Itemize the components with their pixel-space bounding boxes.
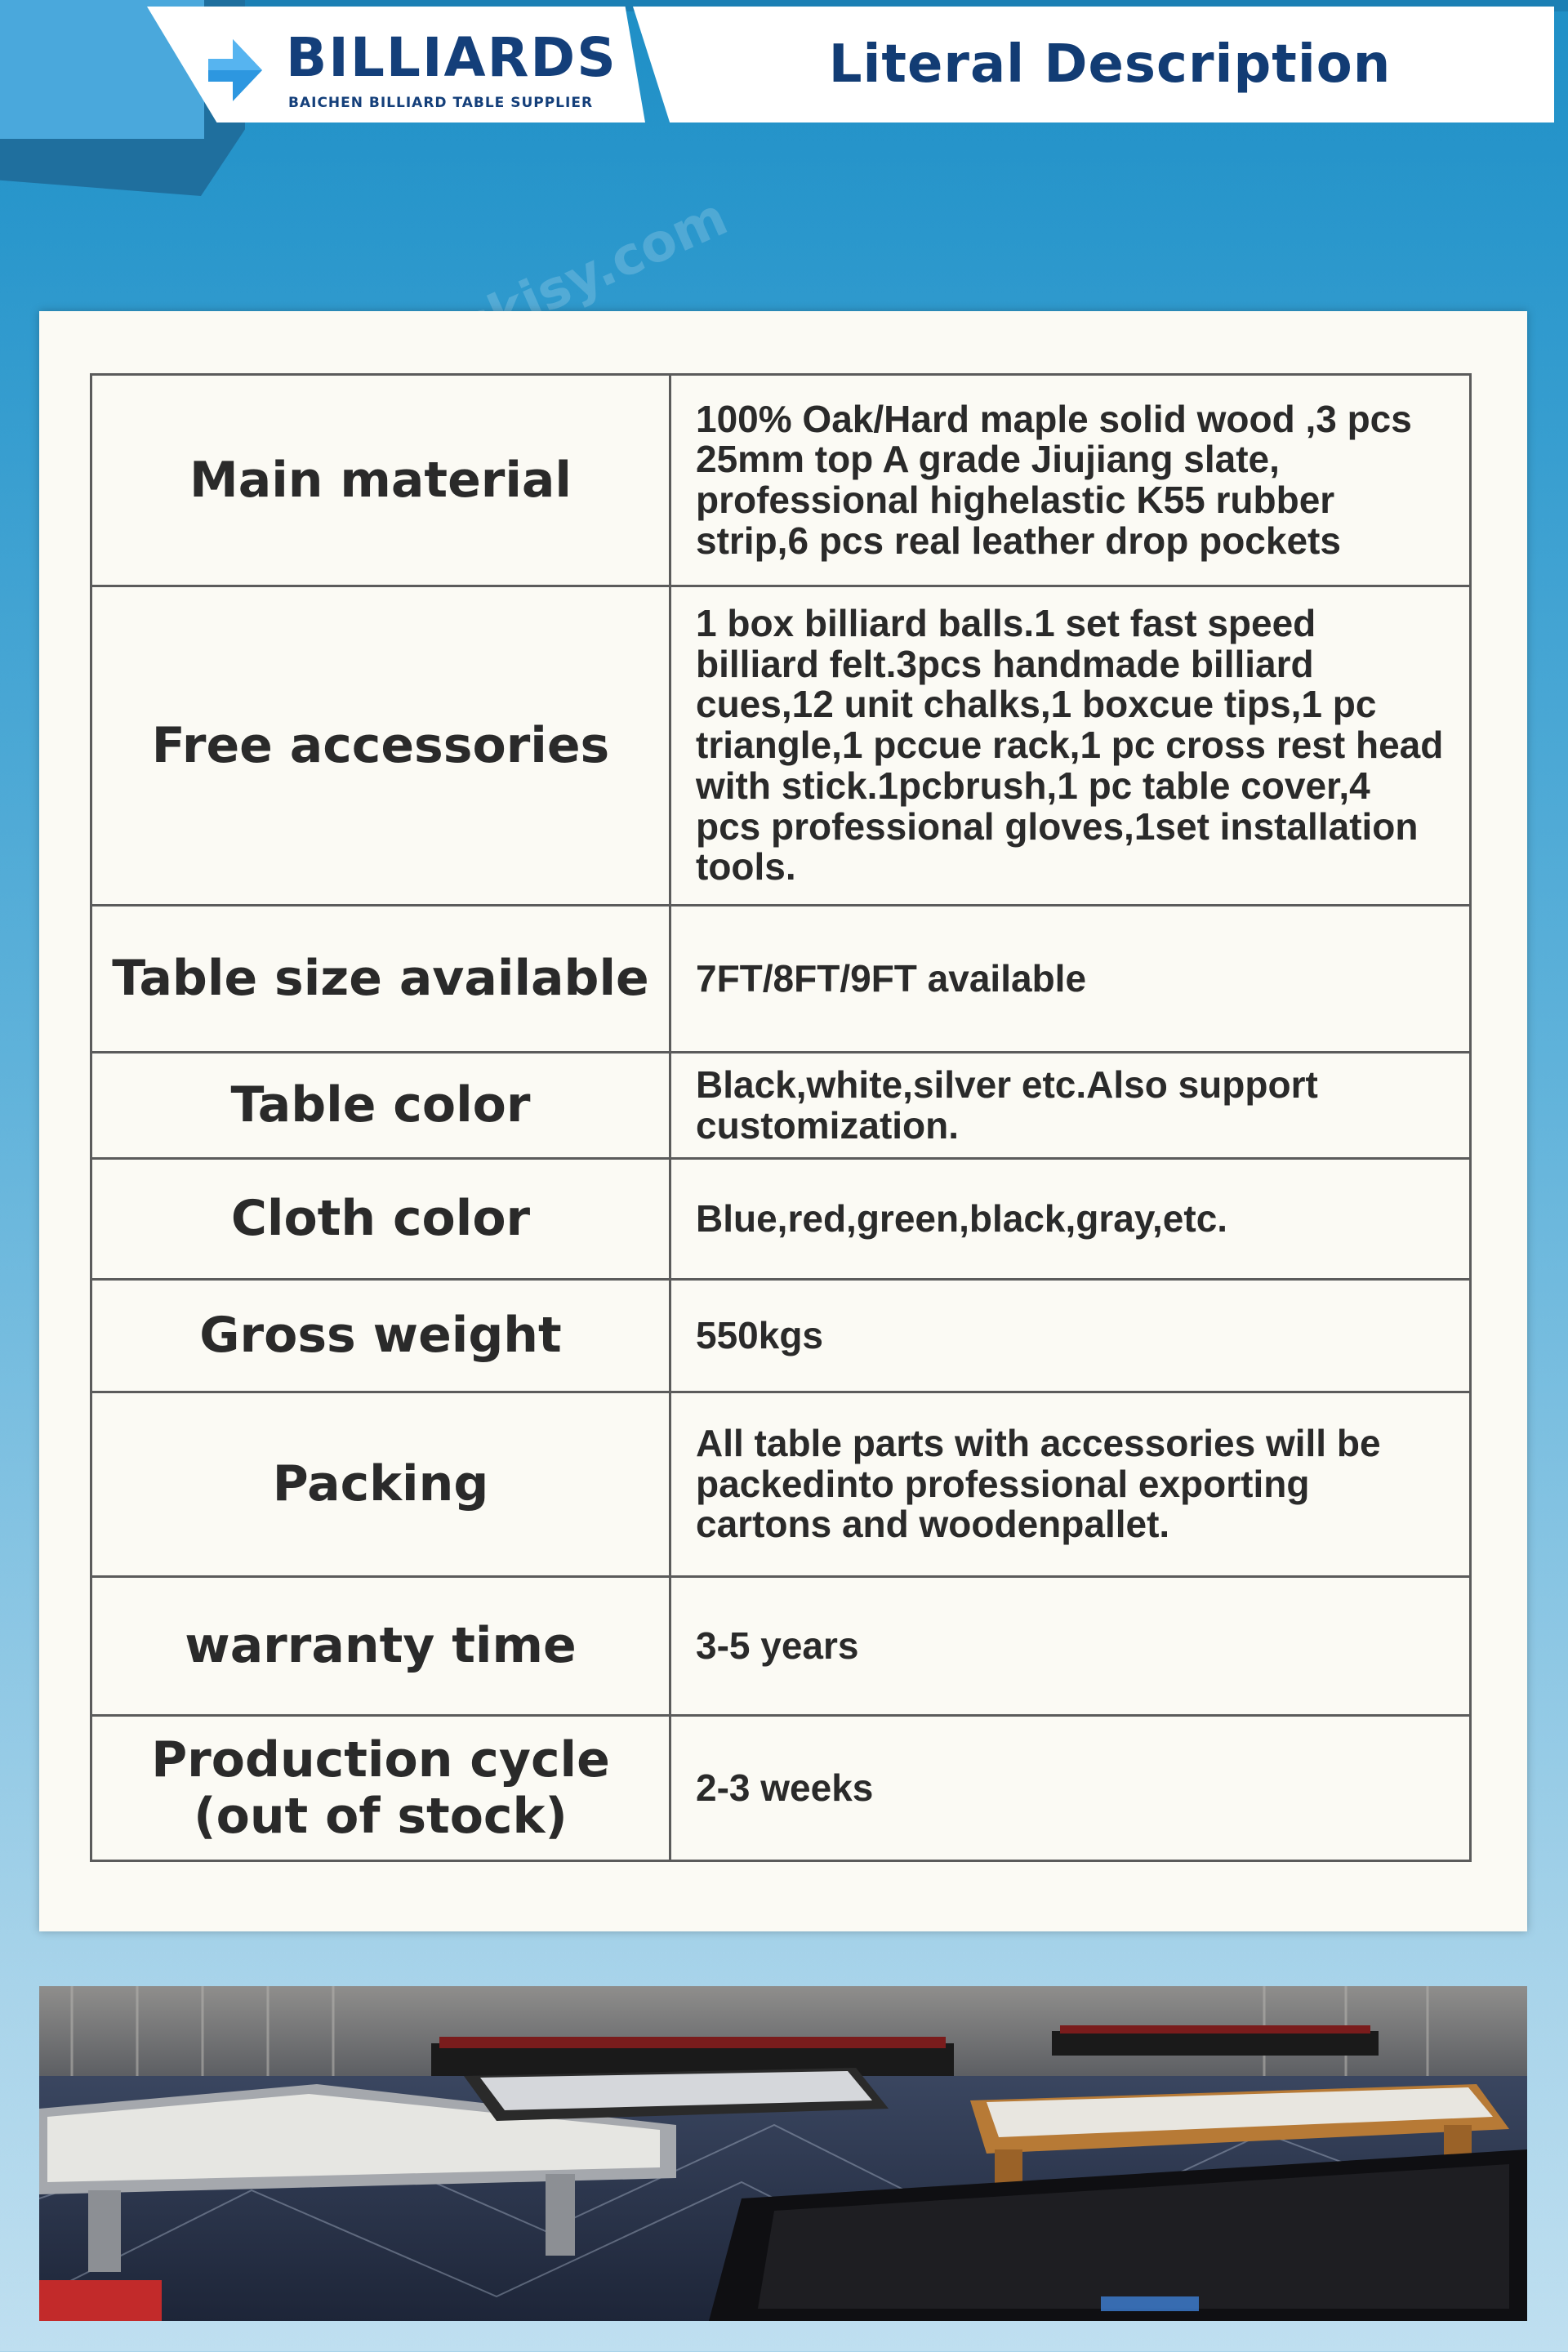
spec-label: Cloth color xyxy=(91,1159,670,1280)
table-row xyxy=(91,1280,1471,1392)
table-row xyxy=(91,586,1471,906)
table-row xyxy=(91,1159,1471,1280)
brand-title: BILLIARDS xyxy=(286,26,617,89)
spec-value: All table parts with accessories will be packedinto professional exporting cartons and woodenpallet. xyxy=(670,1392,1471,1577)
showroom-illustration xyxy=(39,1986,1527,2321)
spec-table xyxy=(90,373,1472,1862)
spec-label: Table size available xyxy=(91,906,670,1053)
showroom-photo xyxy=(39,1986,1527,2321)
table-row xyxy=(91,375,1471,586)
spec-label: Free accessories xyxy=(91,586,670,906)
spec-value: 2-3 weeks xyxy=(670,1716,1471,1861)
spec-value: 100% Oak/Hard maple solid wood ,3 pcs 25mm top A grade Jiujiang slate, professional highelastic K55 rubber strip,6 pcs real leather drop pockets xyxy=(670,375,1471,586)
spec-value: 1 box billiard balls.1 set fast speed billiard felt.3pcs handmade billiard cues,12 unit chalks,1 boxcue tips,1 pc triangle,1 pccue rack,1 pc cross rest head with stick.1pcbrush,1 pc table cover,4 pcs professional gloves,1set installation tools. xyxy=(670,586,1471,906)
spec-label: Table color xyxy=(91,1053,670,1159)
section-title: Literal Description xyxy=(828,34,1392,95)
table-row xyxy=(91,906,1471,1053)
spec-label: Production cycle (out of stock) xyxy=(91,1716,670,1861)
brand-subtitle: BAICHEN BILLIARD TABLE SUPPLIER xyxy=(288,95,594,111)
spec-value: 3-5 years xyxy=(670,1577,1471,1716)
spec-value: Blue,red,green,black,gray,etc. xyxy=(670,1159,1471,1280)
spec-label: Main material xyxy=(91,375,670,586)
spec-value: Black,white,silver etc.Also support customization. xyxy=(670,1053,1471,1159)
arrow-right-icon xyxy=(208,39,262,101)
spec-value: 550kgs xyxy=(670,1280,1471,1392)
spec-label: Packing xyxy=(91,1392,670,1577)
table-row xyxy=(91,1053,1471,1159)
spec-label: warranty time xyxy=(91,1577,670,1716)
table-row xyxy=(91,1716,1471,1861)
table-row xyxy=(91,1577,1471,1716)
spec-label: Gross weight xyxy=(91,1280,670,1392)
spec-value: 7FT/8FT/9FT available xyxy=(670,906,1471,1053)
table-row xyxy=(91,1392,1471,1577)
